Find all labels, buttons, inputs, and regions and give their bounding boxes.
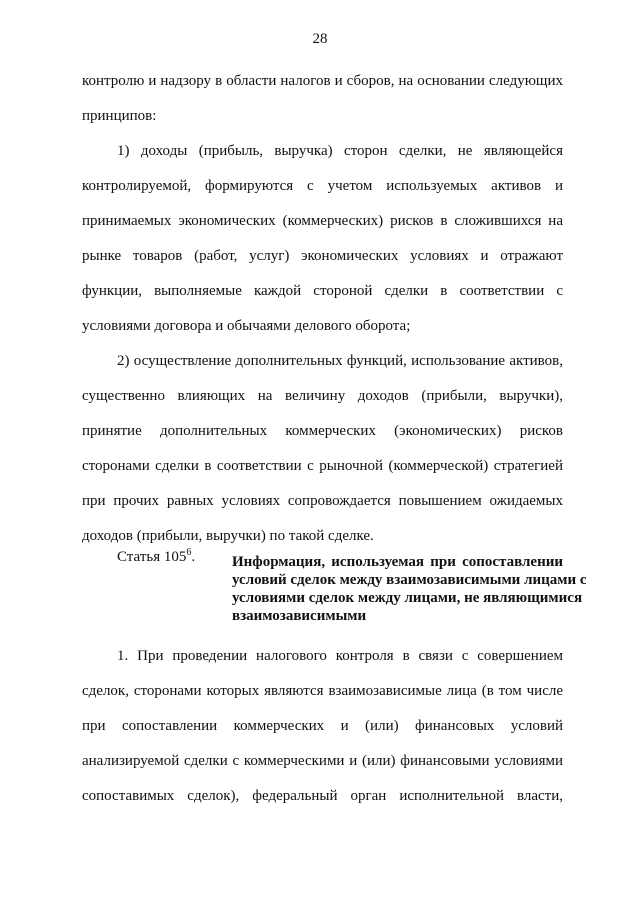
text-line: сделок, сторонами которых являются взаимозависимые лица (в том числе	[82, 683, 563, 699]
text-line: сопоставимых сделок), федеральный орган исполнительной власти,	[82, 788, 563, 804]
article-title-line: условиями сделок между лицами, не являющимися	[232, 590, 583, 606]
text-line: контролю и надзору в области налогов и сборов, на основании следующих	[82, 73, 563, 89]
text-line: 2) осуществление дополнительных функций, использование активов,	[117, 353, 563, 369]
text-line: функции, выполняемые каждой стороной сделки в соответствии с	[82, 283, 563, 299]
text-line: принципов:	[82, 108, 157, 124]
text-line: принимаемых экономических (коммерческих) рисков в сложившихся на	[82, 213, 563, 229]
text-line: при сопоставлении коммерческих и (или) финансовых условий	[82, 718, 563, 734]
page-number: 28	[312, 31, 328, 47]
text-line: принятие дополнительных коммерческих (экономических) рисков	[82, 423, 563, 439]
text-line: при прочих равных условиях сопровождается повышением ожидаемых	[82, 493, 563, 509]
text-line: сторонами сделки в соответствии с рыночной (коммерческой) стратегией	[82, 458, 563, 474]
text-line: 1. При проведении налогового контроля в связи с совершением	[117, 648, 563, 664]
article-title-line: условий сделок между взаимозависимыми лицами с	[232, 572, 587, 588]
text-line: рынке товаров (работ, услуг) экономических условиях и отражают	[82, 248, 563, 264]
article-label-suffix: .	[191, 549, 196, 565]
text-line: контролируемой, формируются с учетом используемых активов и	[82, 178, 563, 194]
text-line: существенно влияющих на величину доходов (прибыли, выручки),	[82, 388, 563, 404]
text-line: анализируемой сделки с коммерческими и (или) финансовыми условиями	[82, 753, 563, 769]
article-label	[117, 548, 195, 566]
text-line: 1) доходы (прибыль, выручка) сторон сделки, не являющейся	[117, 143, 563, 159]
article-superscript: 6	[186, 547, 192, 558]
text-line: доходов (прибыли, выручки) по такой сделке.	[82, 528, 374, 544]
text-line: условиями договора и обычаями делового оборота;	[82, 318, 411, 334]
article-title-line: взаимозависимыми	[232, 608, 367, 624]
article-title-line: Информация, используемая при сопоставлении	[232, 554, 563, 570]
article-number: Статья 105	[117, 549, 187, 565]
